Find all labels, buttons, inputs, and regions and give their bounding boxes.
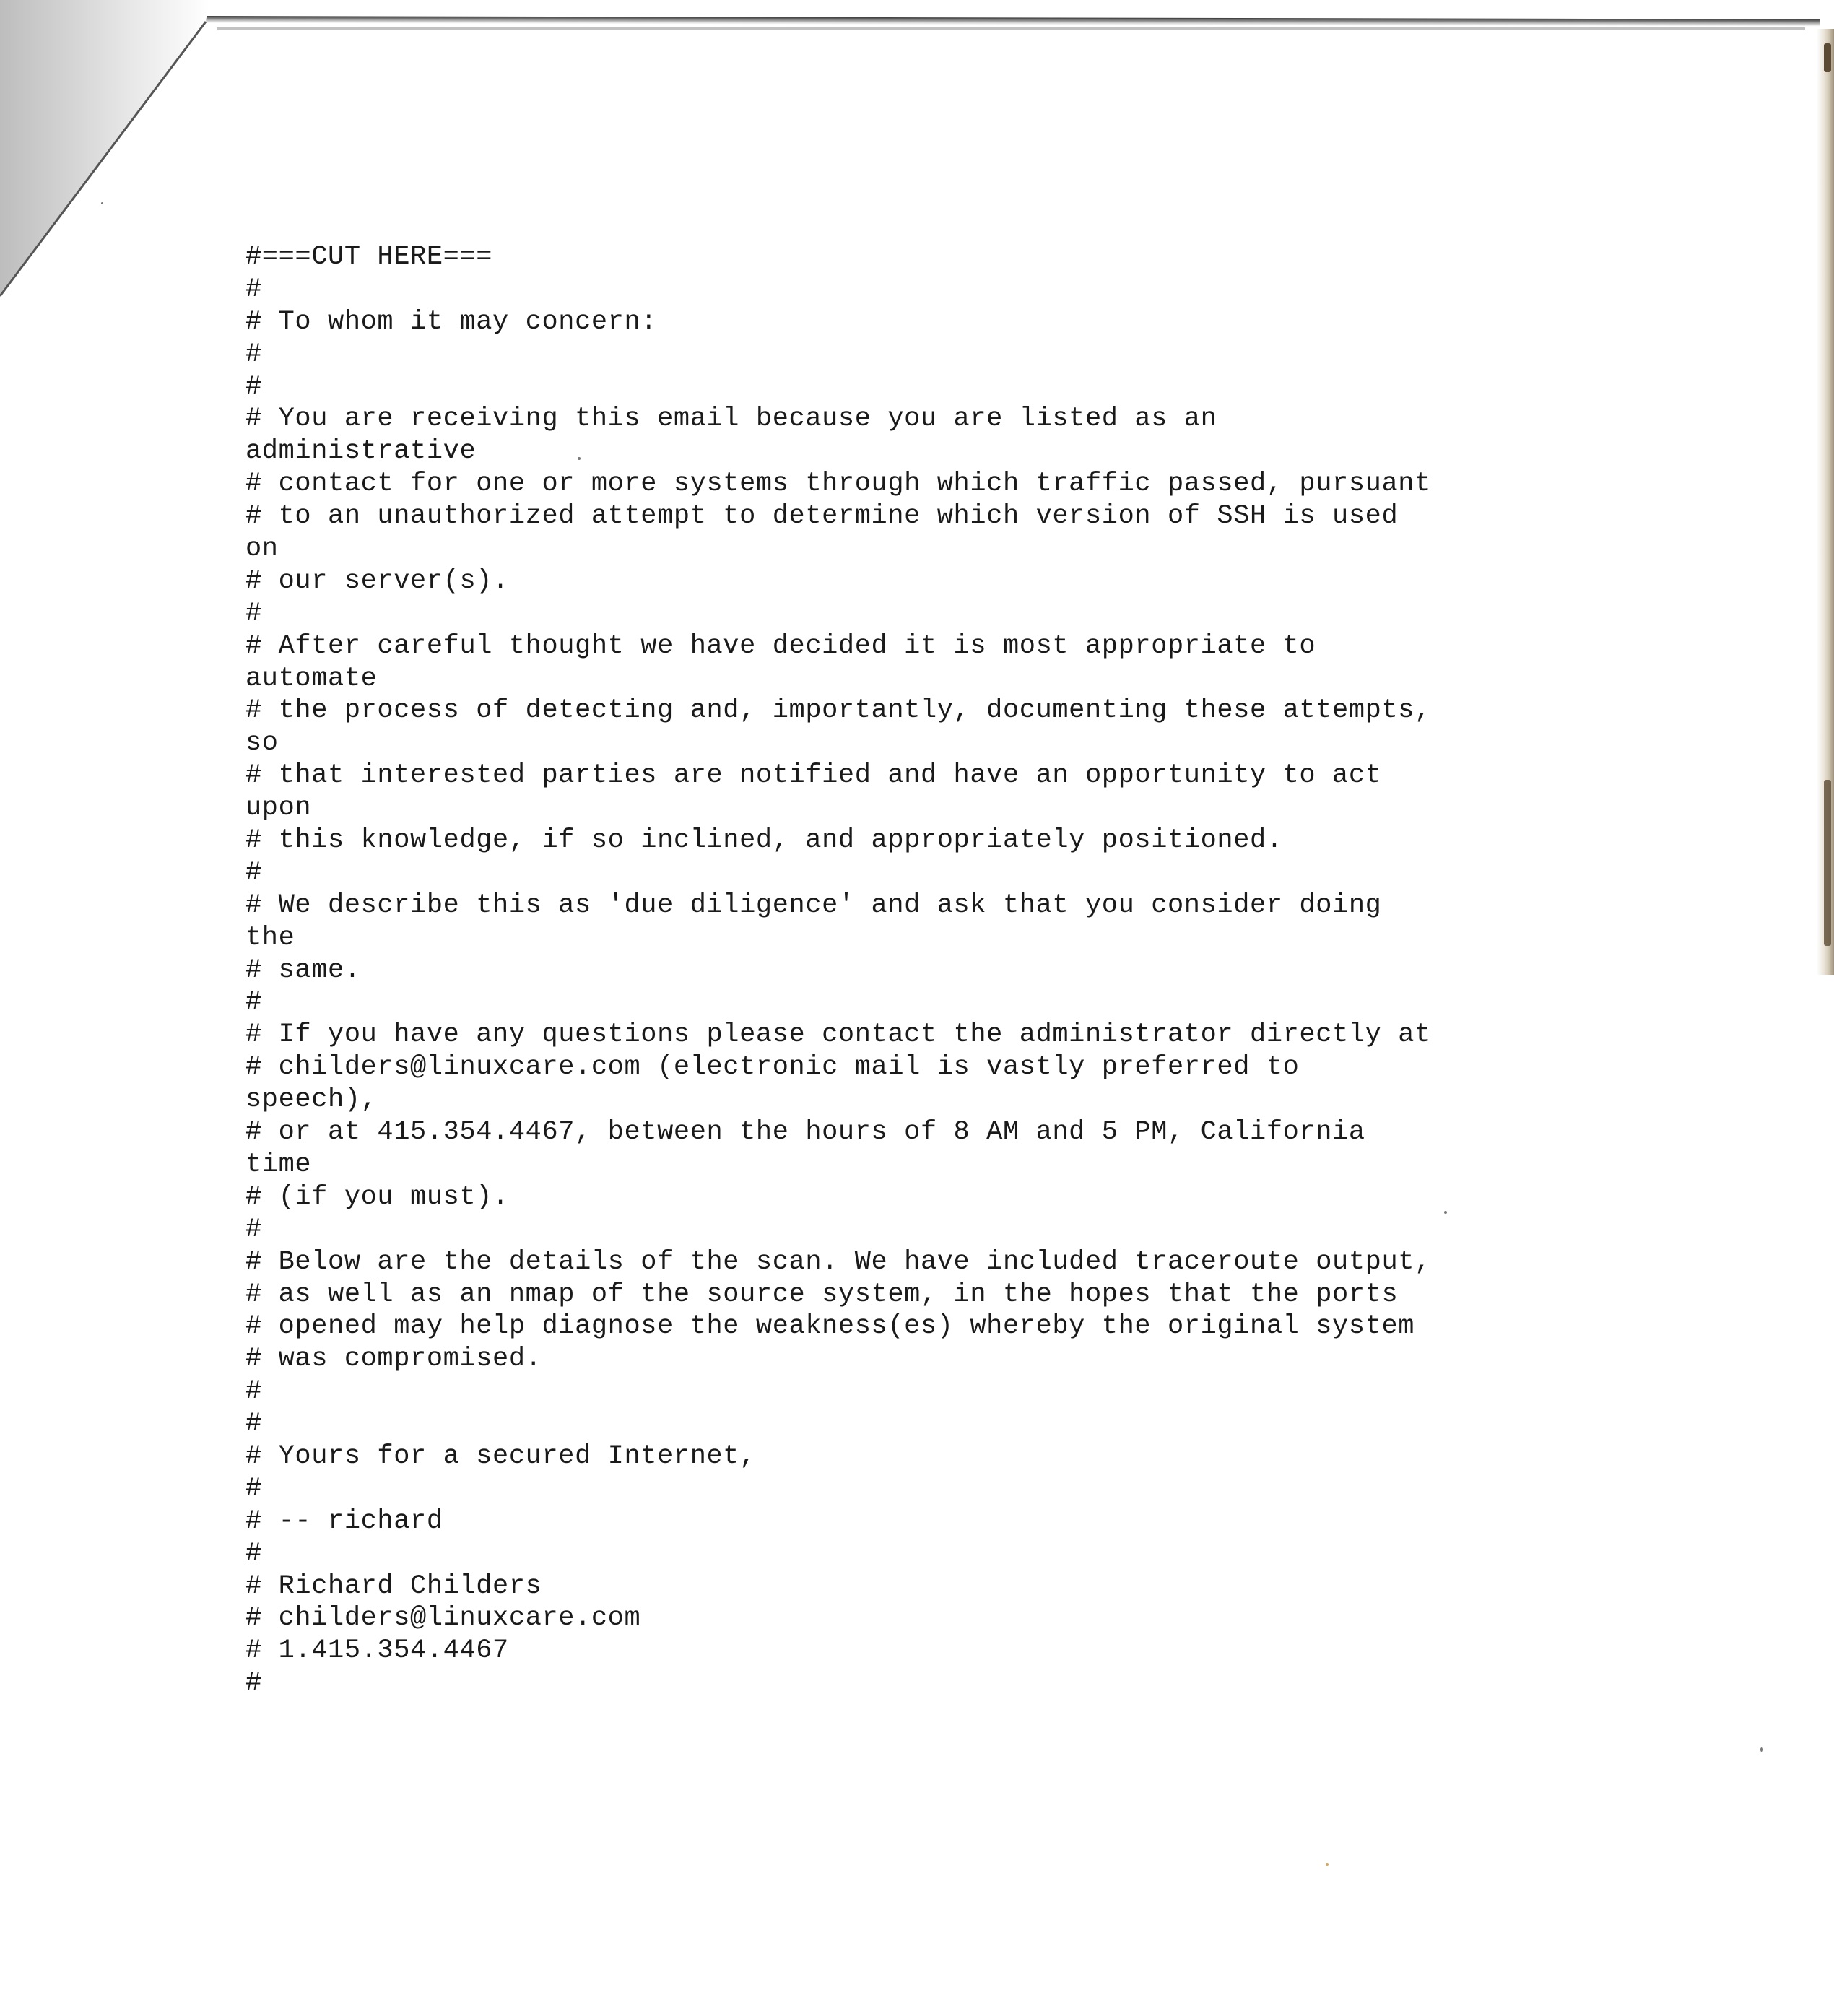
email-line: # that interested parties are notified and have an opportunity to act xyxy=(245,760,1382,791)
email-line: # Yours for a secured Internet, xyxy=(245,1441,756,1472)
email-line: # You are receiving this email because you are listed as an xyxy=(245,404,1217,435)
email-line: # was compromised. xyxy=(245,1344,542,1375)
email-line: # this knowledge, if so inclined, and appropriately positioned. xyxy=(245,825,1283,856)
email-line: # xyxy=(245,598,262,629)
email-line: # childers@linuxcare.com (electronic mail is vastly preferred to xyxy=(245,1052,1300,1083)
email-line: # xyxy=(245,1473,262,1504)
email-line: the xyxy=(245,922,295,953)
email-line: # After careful thought we have decided it is most appropriate to xyxy=(245,630,1316,661)
email-line: # xyxy=(245,1409,262,1440)
scan-speck xyxy=(1760,1747,1763,1752)
scan-speck xyxy=(101,202,103,204)
email-line: # 1.415.354.4467 xyxy=(245,1635,509,1667)
email-line: #===CUT HERE=== xyxy=(245,242,493,272)
email-line: # xyxy=(245,1376,262,1407)
email-line: # xyxy=(245,1538,262,1569)
email-line: # xyxy=(245,371,262,402)
email-line: # -- richard xyxy=(245,1506,443,1537)
email-line: # We describe this as 'due diligence' and ask that you consider doing xyxy=(245,890,1382,921)
email-line: # xyxy=(245,857,262,888)
email-line: # same. xyxy=(245,955,361,986)
email-line: # contact for one or more systems through which traffic passed, pursuant xyxy=(245,469,1431,500)
email-line: # our server(s). xyxy=(245,565,509,596)
email-line: # (if you must). xyxy=(245,1181,509,1212)
page-edge-stain xyxy=(1824,43,1831,72)
email-line: # Richard Childers xyxy=(245,1570,542,1602)
email-line: # the process of detecting and, importantly, documenting these attempts, xyxy=(245,695,1431,726)
scan-speck xyxy=(1326,1863,1329,1866)
email-line: so xyxy=(245,728,279,759)
email-line: # xyxy=(245,1668,262,1699)
email-line: time xyxy=(245,1149,312,1180)
email-line: # xyxy=(245,274,262,305)
email-line: # as well as an nmap of the source system, in the hopes that the ports xyxy=(245,1279,1399,1310)
folded-corner-shadow xyxy=(0,0,209,303)
email-line: # xyxy=(245,987,262,1018)
email-line: upon xyxy=(245,793,312,824)
email-line: # If you have any questions please contact the administrator directly at xyxy=(245,1020,1431,1051)
email-line: speech), xyxy=(245,1085,378,1116)
page-top-edge-shadow xyxy=(217,27,1805,30)
email-body xyxy=(245,241,1653,1700)
page-top-edge xyxy=(202,16,1820,27)
email-line: # to an unauthorized attempt to determine which version of SSH is used xyxy=(245,501,1399,532)
email-line: # childers@linuxcare.com xyxy=(245,1603,641,1634)
email-line: # opened may help diagnose the weakness(es) whereby the original system xyxy=(245,1311,1415,1342)
email-line: # or at 415.354.4467, between the hours of 8 AM and 5 PM, California xyxy=(245,1117,1365,1148)
email-line: # Below are the details of the scan. We have included traceroute output, xyxy=(245,1246,1431,1277)
email-line: on xyxy=(245,534,279,565)
email-line: # To whom it may concern: xyxy=(245,306,658,337)
email-line: # xyxy=(245,1214,262,1245)
email-line: # xyxy=(245,339,262,370)
page-edge-stain xyxy=(1824,780,1831,946)
email-line: administrative xyxy=(245,436,477,467)
email-line: automate xyxy=(245,663,378,694)
